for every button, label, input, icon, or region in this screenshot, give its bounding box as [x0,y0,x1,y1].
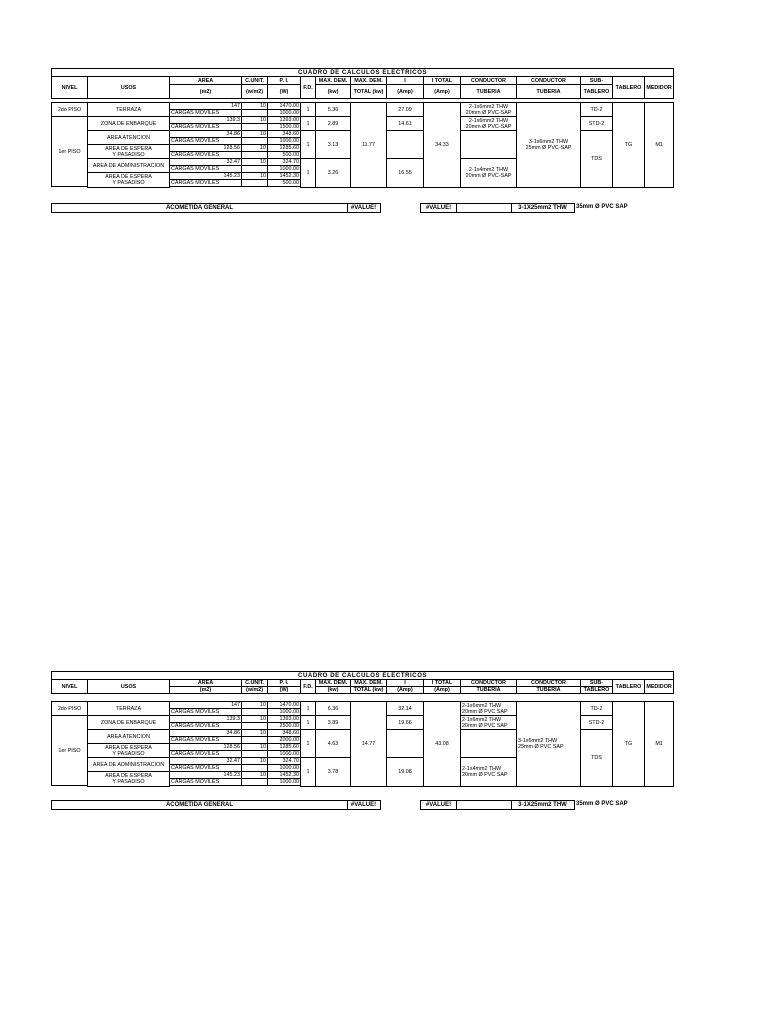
pi-value: 1000.00 [268,110,301,117]
header-i: I [387,77,424,85]
area-value: 147 [170,702,242,709]
header-pi: P. I. [268,680,301,687]
uso-area-atencion: AREA ATENCION [88,730,170,744]
header-medidor: MEDIDOR [645,680,674,694]
pi-value: 348.60 [268,730,301,737]
pi-value: 1393.00 [268,716,301,723]
header-maxdem-total-unit: TOTAL (kw) [351,687,387,694]
calc-table-top [51,68,673,211]
pi-value: 500.00 [268,152,301,159]
cargas-moviles: CARGAS MOVILES [170,779,242,786]
header-i: I [387,680,424,687]
i-value: 19.66 [387,716,424,730]
i-value: 19.08 [387,758,424,787]
area-value: 128.56 [170,744,242,751]
header-area: AREA [170,77,242,85]
cunit-value: 10 [242,730,268,737]
header-conductor: CONDUCTOR [461,77,517,85]
pi-value: 2000.00 [268,737,301,744]
maxdem-value: 6.36 [316,702,351,716]
maxdem-value: 3.89 [316,716,351,730]
maxdem-value: 5.36 [316,103,351,117]
header-fd: F.D. [301,680,316,694]
fd-value: 1 [301,716,316,730]
header-cunit-unit: (w/m2) [242,687,268,694]
uso-area-admin: AREA DE ADMINISTRACION [88,758,170,772]
electrical-calc-table [51,68,674,188]
cargas-moviles: CARGAS MOVILES [170,723,242,730]
cargas-moviles: CARGAS MOVILES [170,709,242,716]
conductor-sotano: 2-1x4mm2 THW 20mm Ø PVC-SAP [461,159,517,188]
area-value: 145.23 [170,173,242,180]
header-nivel: NIVEL [52,77,88,99]
header-area-unit: (m2) [170,85,242,99]
maxdem-value: 2.89 [316,117,351,131]
table-title: CUADRO DE CALCULOS ELECTRICOS [52,672,674,680]
maxdem-value: 4.63 [316,730,351,758]
header-maxdem-unit: (kw) [316,687,351,694]
cunit-value: 10 [242,117,268,124]
area-value: 128.56 [170,145,242,152]
cunit-value: 10 [242,702,268,709]
pi-value: 500.00 [268,180,301,187]
header-area-unit: (m2) [170,687,242,694]
acometida-maxdem: #VALUE! [347,203,381,213]
fd-value: 1 [301,159,316,188]
fd-value: 1 [301,702,316,716]
pi-value: 1000.00 [268,779,301,786]
area-value: 147 [170,103,242,110]
acometida-row [51,203,673,212]
cunit-value: 10 [242,772,268,779]
header-tuberia-2: TUBERIA [517,85,581,99]
header-maxdem-total-unit: TOTAL (kw) [351,85,387,99]
header-cunit: C.UNIT. [242,680,268,687]
subtablero-std2: STD-2 [581,716,613,730]
header-maxdem: MAX. DEM. [316,680,351,687]
fd-value: 1 [301,131,316,159]
header-conductor: CONDUCTOR [461,680,517,687]
area-value: 32.47 [170,159,242,166]
pi-value: 1393.00 [268,117,301,124]
acometida-conductor: 3-1X25mm2 THW [511,800,575,810]
header-usos: USOS [88,680,170,694]
header-tuberia: TUBERIA [461,85,517,99]
header-tablero: TABLERO [613,680,645,694]
header-cunit: C.UNIT. [242,77,268,85]
header-tuberia-2: TUBERIA [517,687,581,694]
medidor-m1: M1 [645,103,674,188]
nivel-2do: 2do PISO [52,702,88,716]
subtablero-td2: TD-2 [581,103,613,117]
area-value: 32.47 [170,758,242,765]
pi-value: 2500.00 [268,723,301,730]
cargas-moviles: CARGAS MOVILES [170,180,242,187]
header-subtablero-2: TABLERO [581,687,613,694]
subtablero-td2: TD-2 [581,702,613,716]
uso-zona-embarque: ZONA DE ENBARQUE [88,117,170,131]
fd-value: 1 [301,730,316,758]
cunit-value: 10 [242,103,268,110]
acometida-itotal: #VALUE! [420,800,457,810]
itotal-value: 34.33 [424,103,461,188]
uso-area-admin: AREA DE ADMINISTRACION [88,159,170,173]
pi-value: 1000.00 [268,166,301,173]
header-fd: F.D. [301,77,316,99]
maxdem-total-value: 14.77 [351,702,387,787]
tablero-tg: TG [613,702,645,787]
maxdem-total-value: 11.77 [351,103,387,188]
i-value: 14.61 [387,117,424,131]
fd-value: 1 [301,103,316,117]
area-value: 145.23 [170,772,242,779]
header-maxdem-total: MAX. DEM. [351,680,387,687]
uso-area-espera: AREA DE ESPERA Y PASADISO [88,744,170,758]
acometida-label: ACOMETIDA GENERAL [51,203,348,213]
header-pi-unit: (W) [268,85,301,99]
header-subtablero-2: TABLERO [581,85,613,99]
header-nivel: NIVEL [52,680,88,694]
pi-value: 1000.00 [268,138,301,145]
header-conductor-2: CONDUCTOR [517,680,581,687]
area-value: 139.3 [170,716,242,723]
acometida-maxdem: #VALUE! [347,800,381,810]
area-value: 34.86 [170,131,242,138]
pi-value: 1452.30 [268,772,301,779]
pi-value: 1000.00 [268,709,301,716]
i-value: 27.09 [387,103,424,117]
cunit-value: 10 [242,145,268,152]
cargas-moviles: CARGAS MOVILES [170,737,242,744]
i-value: 16.55 [387,159,424,188]
acometida-row [51,800,673,809]
pi-value: 1500.00 [268,124,301,131]
pi-value: 324.70 [268,159,301,166]
cunit-value: 10 [242,716,268,723]
header-subtablero: SUB- [581,680,613,687]
header-medidor: MEDIDOR [645,77,674,99]
conductor-zona: 2-1x6mm2 THW 20mm Ø PVC SAP [461,716,517,730]
header-cunit-unit: (w/m2) [242,85,268,99]
header-itotal-unit: (Amp) [424,687,461,694]
header-tablero: TABLERO [613,77,645,99]
cunit-value: 10 [242,159,268,166]
tablero-tg: TG [613,103,645,188]
header-pi-unit: (W) [268,687,301,694]
cargas-moviles: CARGAS MOVILES [170,152,242,159]
subtablero-tds: TDS [581,730,613,787]
itotal-value: 43.08 [424,702,461,787]
cunit-value: 10 [242,758,268,765]
cunit-value: 10 [242,173,268,180]
acometida-tuberia: 35mm Ø PVC SAP [576,801,628,807]
acometida-tuberia: 35mm Ø PVC SAP [576,204,628,210]
conductor-tg: 3-1x6mm2 THW 25mm Ø PVC-SAP [517,103,581,188]
acometida-itotal: #VALUE! [420,203,457,213]
maxdem-value: 3.78 [316,758,351,787]
subtablero-tds: TDS [581,131,613,188]
conductor-2do: 2-1x6mm2 THW 20mm Ø PVC-SAP [461,103,517,117]
pi-value: 1285.60 [268,744,301,751]
cargas-moviles: CARGAS MOVILES [170,765,242,772]
nivel-2do: 2do PISO [52,103,88,117]
pi-value: 1470.00 [268,103,301,110]
cargas-moviles: CARGAS MOVILES [170,751,242,758]
header-maxdem: MAX. DEM. [316,77,351,85]
maxdem-value: 3.13 [316,131,351,159]
header-pi: P. I. [268,77,301,85]
cunit-value: 10 [242,744,268,751]
conductor-2do: 2-1x6mm2 THW 20mm Ø PVC SAP [461,702,517,716]
header-maxdem-unit: (kw) [316,85,351,99]
maxdem-value: 3.26 [316,159,351,188]
header-itotal-unit: (Amp) [424,85,461,99]
uso-terraza: TERRAZA [88,103,170,117]
table-title: CUADRO DE CALCULOS ELECTRICOS [52,69,674,77]
acometida-label: ACOMETIDA GENERAL [51,800,348,810]
header-i-unit: (Amp) [387,687,424,694]
header-usos: USOS [88,77,170,99]
conductor-sotano: 2-1x4mm2 THW 20mm Ø PVC SAP [461,758,517,787]
uso-area-atencion: AREA ATENCION [88,131,170,145]
header-maxdem-total: MAX. DEM. [351,77,387,85]
uso-area-espera: AREA DE ESPERA Y PASADISO [88,145,170,159]
acometida-empty [456,203,512,213]
cargas-moviles: CARGAS MOVILES [170,110,242,117]
pi-value: 1000.00 [268,765,301,772]
subtablero-std2: STD-2 [581,117,613,131]
header-tuberia: TUBERIA [461,687,517,694]
header-i-unit: (Amp) [387,85,424,99]
cunit-value: 10 [242,131,268,138]
uso-terraza: TERRAZA [88,702,170,716]
pi-value: 348.60 [268,131,301,138]
header-itotal: I TOTAL [424,77,461,85]
conductor-tg: 3-1x6mm2 THW 25mm Ø PVC SAP [517,702,581,787]
pi-value: 1470.00 [268,702,301,709]
calc-table-bottom [51,671,673,808]
fd-value: 1 [301,758,316,787]
nivel-1er: 1er PISO [52,117,88,187]
cargas-moviles: CARGAS MOVILES [170,166,242,173]
header-area: AREA [170,680,242,687]
uso-area-espera-2: AREA DE ESPERA Y PASADISO [88,173,170,188]
i-value: 32.14 [387,702,424,716]
pi-value: 324.70 [268,758,301,765]
acometida-empty [456,800,512,810]
conductor-zona: 2-1x6mm2 THW 20mm Ø PVC-SAP [461,117,517,131]
cargas-moviles: CARGAS MOVILES [170,138,242,145]
header-subtablero: SUB- [581,77,613,85]
pi-value: 1000.00 [268,751,301,758]
area-value: 34.86 [170,730,242,737]
acometida-conductor: 3-1X25mm2 THW [511,203,575,213]
uso-zona-embarque: ZONA DE ENBARQUE [88,716,170,730]
header-itotal: I TOTAL [424,680,461,687]
fd-value: 1 [301,117,316,131]
medidor-m1: M1 [645,702,674,787]
pi-value: 1285.60 [268,145,301,152]
uso-area-espera-2: AREA DE ESPERA Y PASADISO [88,772,170,787]
nivel-1er: 1er PISO [52,716,88,786]
pi-value: 1452.30 [268,173,301,180]
area-value: 139.3 [170,117,242,124]
electrical-calc-table [51,671,674,787]
cargas-moviles: CARGAS MOVILES [170,124,242,131]
header-conductor-2: CONDUCTOR [517,77,581,85]
